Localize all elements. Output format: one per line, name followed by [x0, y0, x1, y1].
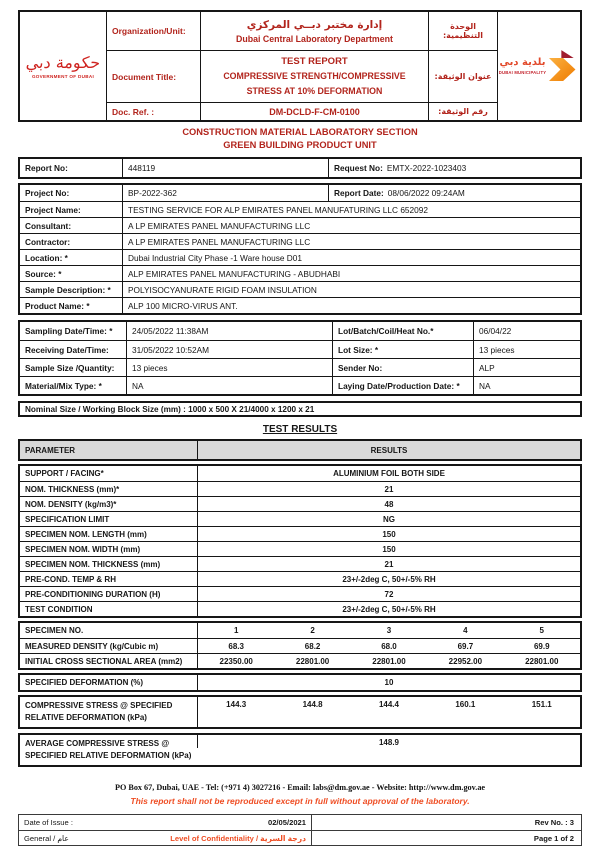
report-number-table — [18, 157, 582, 179]
label-text: Project No: — [25, 188, 70, 198]
department-name-arabic: إدارة مختبر دبــي المركزي — [246, 18, 383, 31]
parameter-text: NOM. THICKNESS (mm)* — [25, 484, 120, 494]
contractor-value — [122, 234, 580, 249]
result-cell — [197, 587, 580, 601]
results-specimen-table — [18, 621, 582, 670]
table-row — [20, 526, 580, 541]
value-text: NA — [132, 380, 144, 391]
density-value: 69.9 — [533, 641, 550, 651]
government-of-dubai-caption: GOVERNMENT OF DUBAI — [31, 73, 95, 79]
organization-unit-label — [107, 12, 200, 50]
table-row — [20, 466, 580, 481]
results-column-header — [197, 441, 580, 459]
label-text: Consultant: — [25, 220, 72, 231]
table-row — [20, 233, 580, 249]
result-text: 23+/-2deg C, 50+/-5% RH — [342, 604, 436, 614]
value-text: 13 pieces — [132, 362, 168, 373]
value-text: ALP 100 MICRO-VIRUS ANT. — [128, 300, 238, 311]
government-of-dubai-calligraphy-icon: حكومة دبي — [24, 52, 102, 72]
table-row — [20, 541, 580, 556]
stress-values — [197, 697, 580, 727]
request-no-label: Request No: — [334, 163, 383, 173]
result-cell — [197, 527, 580, 541]
parameter-text: SPECIFIED DEFORMATION (%) — [25, 678, 144, 687]
density-values — [197, 639, 580, 653]
area-value: 22952.00 — [448, 656, 483, 666]
parameter-text: SUPPORT / FACING* — [25, 469, 104, 478]
stress-value: 144.4 — [378, 700, 399, 709]
label-text: Material/Mix Type: * — [25, 380, 102, 391]
sender-no-value — [473, 359, 580, 376]
results-header-row — [20, 441, 580, 459]
title-line-3: STRESS AT 10% DEFORMATION — [246, 86, 383, 96]
table-row — [20, 496, 580, 511]
label-text: Lot Size: * — [338, 344, 379, 355]
parameter-header-text: PARAMETER — [25, 445, 76, 455]
receiving-date-value — [126, 341, 332, 358]
nominal-size-bar — [18, 401, 582, 417]
label-text: Sample Size /Quantity: — [25, 362, 115, 373]
parameter-cell — [20, 654, 197, 668]
doc-ref-label-text: Doc. Ref. : — [112, 106, 155, 117]
report-date-value: 08/06/2022 09:24AM — [387, 188, 465, 198]
parameter-text: INITIAL CROSS SECTIONAL AREA (mm2) — [25, 656, 183, 666]
parameter-text: PRE-CONDITIONING DURATION (H) — [25, 589, 161, 599]
section-line-1: CONSTRUCTION MATERIAL LABORATORY SECTION — [182, 127, 418, 137]
parameter-cell — [20, 639, 197, 653]
value-text: 13 pieces — [479, 344, 515, 355]
value-text: Dubai Industrial City Phase -1 Ware house D01 — [128, 252, 303, 263]
label-text: Sample Description: * — [25, 284, 111, 295]
product-name-label — [20, 298, 122, 313]
density-value: 69.7 — [457, 641, 474, 651]
results-general-table — [18, 464, 582, 618]
lot-batch-label — [332, 322, 473, 340]
parameter-cell — [20, 587, 197, 601]
parameter-line-1: AVERAGE COMPRESSIVE STRESS @ — [25, 739, 170, 748]
doc-ref-label-arabic-text: رقم الوثيقة: — [438, 107, 488, 116]
sample-size-value — [126, 359, 332, 376]
area-value: 22801.00 — [295, 656, 330, 666]
area-value: 22801.00 — [372, 656, 406, 666]
parameter-cell — [20, 675, 197, 690]
parameter-text: NOM. DENSITY (kg/m3)* — [25, 499, 117, 509]
table-row — [20, 281, 580, 297]
result-cell — [197, 602, 580, 616]
result-cell — [197, 542, 580, 556]
rev-no-text: Rev No. : 3 — [534, 818, 574, 827]
parameter-cell — [20, 735, 197, 765]
result-text: 72 — [384, 589, 394, 599]
dubai-municipality-caption: DUBAI MUNICIPALITY — [498, 70, 547, 75]
table-row — [20, 586, 580, 601]
label-text: Sender No: — [338, 362, 383, 373]
parameter-cell — [20, 482, 197, 496]
source-value — [122, 266, 580, 281]
label-text: Source: * — [25, 268, 62, 279]
document-title-value — [201, 50, 428, 102]
table-row — [20, 481, 580, 496]
doc-ref-label — [107, 102, 200, 120]
project-no-value — [122, 185, 328, 201]
reproduction-disclaimer: This report shall not be reproduced except in full without approval of the laboratory. — [130, 796, 470, 806]
value-text: 31/05/2022 10:52AM — [132, 344, 210, 355]
report-number-row — [20, 159, 580, 177]
density-value: 68.2 — [304, 641, 321, 651]
parameter-cell — [20, 527, 197, 541]
average-stress-table — [18, 733, 582, 767]
table-row — [20, 297, 580, 313]
sample-size-label — [20, 359, 126, 376]
doc-ref-number: DM-DCLD-F-CM-0100 — [269, 106, 360, 117]
laying-date-value — [473, 377, 580, 394]
stress-value: 144.3 — [226, 700, 247, 709]
table-row — [20, 185, 580, 201]
value-text: A LP EMIRATES PANEL MANUFACTURING LLC — [128, 220, 311, 231]
location-value — [122, 250, 580, 265]
source-label — [20, 266, 122, 281]
value-text: TESTING SERVICE FOR ALP EMIRATES PANEL MANUFATURING LLC 652092 — [128, 204, 429, 215]
label-text: Laying Date/Production Date: * — [338, 380, 460, 391]
label-text: Receiving Date/Time: — [25, 344, 109, 355]
table-row — [20, 249, 580, 265]
table-row — [20, 265, 580, 281]
table-row — [20, 601, 580, 616]
label-text: Sampling Date/Time: * — [25, 326, 113, 336]
result-cell — [197, 466, 580, 481]
government-of-dubai-logo — [20, 12, 106, 120]
cross-sectional-area-row — [20, 653, 580, 668]
sample-description-label — [20, 282, 122, 297]
table-row — [20, 201, 580, 217]
report-no-value — [122, 159, 328, 177]
parameter-cell — [20, 572, 197, 586]
doc-ref-label-arabic — [429, 102, 497, 120]
sampling-info-table — [18, 320, 582, 396]
table-row — [20, 376, 580, 394]
date-of-issue-cell — [19, 815, 311, 830]
sample-description-value — [122, 282, 580, 297]
parameter-text: PRE-COND. TEMP & RH — [25, 574, 116, 584]
confidentiality-cell — [19, 831, 311, 845]
header-arabic-labels-column — [428, 12, 497, 120]
measured-density-row — [20, 638, 580, 653]
result-text: NG — [383, 514, 395, 524]
doc-ref-value — [201, 102, 428, 120]
parameter-line-2: SPECIFIED RELATIVE DEFORMATION (kPa) — [25, 751, 192, 760]
result-text: 150 — [382, 529, 396, 539]
result-text: 150 — [382, 544, 396, 554]
table-row — [20, 358, 580, 376]
header-table — [18, 10, 582, 122]
document-title-label-arabic-text: عنوان الوثيقة: — [434, 72, 492, 81]
parameter-text: SPECIFICATION LIMIT — [25, 514, 110, 524]
sampling-date-value — [126, 322, 332, 340]
label-text: Project Name: — [25, 204, 81, 215]
title-line-1: TEST REPORT — [281, 56, 348, 67]
header-english-labels-column — [106, 12, 200, 120]
page-number-text: Page 1 of 2 — [533, 833, 574, 843]
parameter-cell — [20, 497, 197, 511]
footer-row-issue — [19, 815, 581, 830]
table-row — [20, 217, 580, 233]
specimen-value: 5 — [539, 626, 544, 635]
parameter-cell — [20, 466, 197, 481]
request-no-cell — [328, 159, 580, 177]
average-stress-row — [20, 735, 580, 765]
result-cell — [197, 572, 580, 586]
project-name-label — [20, 202, 122, 217]
footer-table — [18, 814, 582, 846]
parameter-cell — [20, 697, 197, 727]
stress-value: 151.1 — [531, 700, 552, 709]
density-value: 68.3 — [228, 641, 244, 651]
header-content-column — [200, 12, 428, 120]
value-text: POLYISOCYANURATE RIGID FOAM INSULATION — [128, 284, 317, 295]
product-name-value — [122, 298, 580, 313]
material-mix-label — [20, 377, 126, 394]
area-values — [197, 654, 580, 668]
stress-value: 144.8 — [302, 700, 323, 709]
organization-unit-label-text: Organization/Unit: — [112, 26, 186, 36]
location-label — [20, 250, 122, 265]
label-text: Product Name: * — [25, 300, 90, 311]
result-text: 23+/-2deg C, 50+/-5% RH — [342, 574, 436, 584]
dubai-municipality-logo — [497, 12, 580, 120]
date-of-issue-label: Date of Issue : — [24, 818, 73, 827]
table-row — [20, 556, 580, 571]
value-text: 06/04/22 — [479, 326, 512, 336]
organization-unit-label-arabic — [429, 12, 497, 50]
specimen-value: 1 — [233, 626, 239, 635]
parameter-text: SPECIMEN NO. — [25, 626, 84, 635]
dubai-municipality-arrow-icon — [549, 48, 579, 84]
value-text: 24/05/2022 11:38AM — [132, 326, 209, 336]
receiving-date-label — [20, 341, 126, 358]
result-cell — [197, 675, 580, 690]
nominal-size-text: Nominal Size / Working Block Size (mm) : 1000 x 500 X 21/4000 x 1200 x 21 — [25, 404, 315, 414]
level-of-confidentiality: Level of Confidentiality / درجة السرية — [170, 833, 306, 843]
consultant-label — [20, 218, 122, 233]
lot-batch-value — [473, 322, 580, 340]
parameter-cell — [20, 602, 197, 616]
parameter-text: SPECIMEN NOM. THICKNESS (mm) — [25, 559, 161, 569]
results-header-table — [18, 439, 582, 461]
parameter-line-2: RELATIVE DEFORMATION (kPa) — [25, 713, 147, 722]
dubai-municipality-name-arabic: بلدية دبي — [499, 57, 546, 68]
label-text: Location: * — [25, 252, 68, 263]
result-text: 21 — [384, 559, 394, 569]
parameter-text: TEST CONDITION — [25, 604, 93, 614]
result-cell — [197, 497, 580, 511]
sender-no-label — [332, 359, 473, 376]
result-cell — [197, 482, 580, 496]
footer-row-confidentiality — [19, 830, 581, 845]
report-no-label — [20, 159, 122, 177]
compressive-stress-table — [18, 695, 582, 729]
parameter-cell — [20, 557, 197, 571]
result-text: 10 — [384, 678, 394, 687]
title-line-2: COMPRESSIVE STRENGTH/COMPRESSIVE — [223, 71, 406, 81]
contractor-label — [20, 234, 122, 249]
section-heading — [18, 126, 582, 152]
project-info-table — [18, 183, 582, 315]
parameter-column-header — [20, 441, 197, 459]
document-title-label — [107, 50, 200, 102]
organization-unit-value — [201, 12, 428, 50]
page-number-cell — [311, 831, 579, 845]
area-value: 22350.00 — [219, 656, 253, 666]
parameter-line-1: COMPRESSIVE STRESS @ SPECIFIED — [25, 701, 173, 710]
result-text: ALUMINIUM FOIL BOTH SIDE — [333, 469, 445, 478]
table-row — [20, 322, 580, 340]
result-text: 48 — [384, 499, 394, 509]
specimen-value: 4 — [463, 626, 468, 635]
table-row — [20, 511, 580, 526]
label-text: Lot/Batch/Coil/Heat No.* — [338, 326, 434, 336]
parameter-cell — [20, 512, 197, 526]
value-text: ALP EMIRATES PANEL MANUFACTURING - ABUDHABI — [128, 268, 341, 279]
result-cell — [197, 557, 580, 571]
report-no-label-text: Report No: — [25, 163, 68, 173]
section-line-2: GREEN BUILDING PRODUCT UNIT — [223, 140, 377, 150]
table-row — [20, 571, 580, 586]
value-text: A LP EMIRATES PANEL MANUFACTURING LLC — [128, 236, 311, 247]
value-text: ALP — [479, 362, 495, 373]
result-text: 21 — [384, 484, 394, 494]
parameter-text: MEASURED DENSITY (kg/Cubic m) — [25, 641, 159, 651]
project-name-value — [122, 202, 580, 217]
test-results-heading: TEST RESULTS — [262, 424, 338, 435]
lot-size-value — [473, 341, 580, 358]
rev-no-cell — [311, 815, 579, 830]
laying-date-label — [332, 377, 473, 394]
organization-unit-label-arabic-text: الوحدة التنظيمية: — [442, 22, 483, 40]
table-row — [20, 340, 580, 358]
parameter-cell — [20, 542, 197, 556]
value-text: BP-2022-362 — [128, 188, 177, 198]
label-text: Contractor: — [25, 236, 71, 247]
parameter-text: SPECIMEN NOM. WIDTH (mm) — [25, 544, 141, 554]
specified-deformation-table — [18, 673, 582, 692]
report-date-cell — [328, 185, 580, 201]
document-title-label-arabic — [429, 50, 497, 102]
department-name-english: Dubai Central Laboratory Department — [236, 33, 393, 44]
average-value-cell — [197, 735, 580, 748]
parameter-text: SPECIMEN NOM. LENGTH (mm) — [25, 529, 147, 539]
laboratory-address-line: PO Box 67, Dubai, UAE - Tel: (+971 4) 3027216 - Email: labs@dm.gov.ae - Website: http://www.dm.gov.ae — [114, 783, 486, 792]
specimen-value: 2 — [310, 626, 315, 635]
report-date-label: Report Date: — [334, 188, 384, 198]
consultant-value — [122, 218, 580, 233]
date-of-issue-value: 02/05/2021 — [267, 818, 306, 827]
specimen-values — [197, 623, 580, 638]
specified-deformation-row — [20, 675, 580, 690]
request-no-value: EMTX-2022-1023403 — [386, 163, 467, 173]
value-text: NA — [479, 380, 491, 391]
project-no-label — [20, 185, 122, 201]
compressive-stress-row — [20, 697, 580, 727]
report-no-value-text: 448119 — [128, 163, 156, 173]
lot-size-label — [332, 341, 473, 358]
specimen-value: 3 — [386, 626, 392, 635]
document-title-label-text: Document Title: — [112, 71, 177, 82]
specimen-no-row — [20, 623, 580, 638]
general-classification: General / عام — [24, 833, 69, 843]
sampling-date-label — [20, 322, 126, 340]
results-header-text: RESULTS — [370, 445, 408, 455]
stress-value: 160.1 — [455, 700, 476, 709]
parameter-cell — [20, 623, 197, 638]
average-value: 148.9 — [378, 738, 400, 747]
density-value: 68.0 — [381, 641, 397, 651]
material-mix-value — [126, 377, 332, 394]
area-value: 22801.00 — [525, 656, 559, 666]
result-cell — [197, 512, 580, 526]
